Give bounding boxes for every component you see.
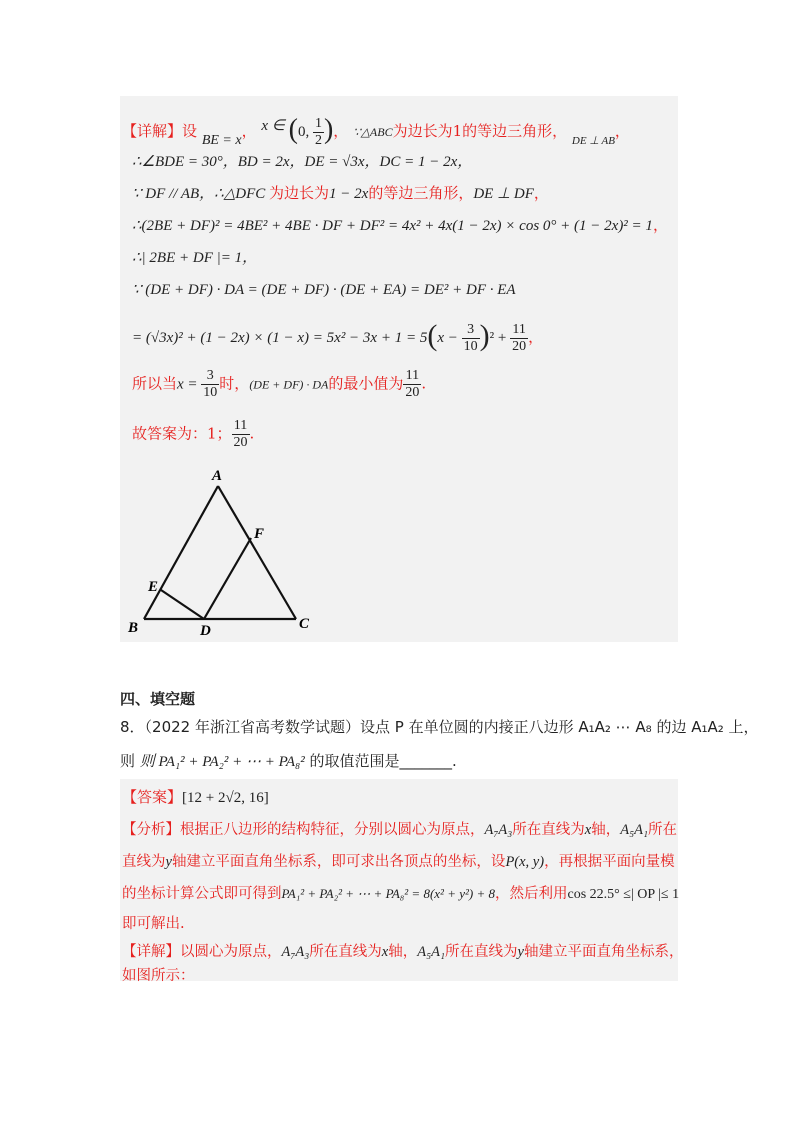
sol7-line-1: 【详解】设 BE = x， x ∈ (0, $\frac{1}{2}$ )， ∵△ABC为边长为1的等边三角形， $_{DE \perp AB}$， — [122, 114, 630, 148]
sol7-line-6: ∵ (DE + DF) · DA = (DE + DF) · (DE + EA) = DE² + DF · EA — [132, 282, 516, 298]
sol7-line-7: = (√3x)² + (1 − 2x) × (1 − x) = 5x² − 3x + 1 = 5(x − $\frac{3}{10}$ )² + $\frac{11}{20}$ ， — [132, 319, 544, 354]
ans8-detail-1: 【详解】以圆心为原点，A₇A₃所在直线为x轴，A₅A₁所在直线为y轴建立平面直角坐标系， — [122, 944, 684, 960]
ans8-analysis-4: 即可解出. — [122, 916, 185, 932]
ans8-detail-2: 如图所示： — [122, 968, 195, 984]
label-a: A — [212, 468, 223, 484]
sol7-line-9: 故答案为：1； $\frac{11}{20}$ . — [132, 418, 255, 450]
sol7-line-2: ∴∠BDE = 30°，BD = 2x，DE = √3x，DC = 1 − 2x， — [132, 154, 473, 170]
question-8-line-2: 则 则 PA₁² + PA₂² + ⋯ + PA₈² 的取值范围是_______. — [120, 752, 457, 770]
label-f: F — [254, 526, 265, 542]
sol7-line-5: ∴| 2BE + DF |= 1， — [132, 250, 258, 266]
ans8-analysis-1: 【分析】根据正八边形的结构特征，分别以圆心为原点，A₇A₃所在直线为x轴，A₅A₁所在 — [122, 822, 678, 838]
triangle-figure — [120, 460, 320, 640]
label-d: D — [200, 623, 211, 639]
side-ac — [218, 486, 296, 619]
ans8-analysis-3: 的坐标计算公式即可得到PA₁² + PA₂² + ⋯ + PA₈² = 8(x² + y²) + 8，然后利用cos 22.5° ≤| OP |≤ 1 — [122, 886, 680, 902]
ans8-answer: 【答案】[12 + 2√2, 16] — [122, 788, 269, 806]
label-b: B — [128, 620, 139, 636]
sol7-line-3: ∵ DF // AB，∴△DFC 为边长为1 − 2x的等边三角形，DE ⊥ DF， — [132, 184, 549, 202]
side-ab — [144, 486, 218, 619]
section-heading: 四、填空题 — [120, 690, 196, 708]
ans8-analysis-2: 直线为y轴建立平面直角坐标系，即可求出各顶点的坐标，设P(x, y)，再根据平面向量模 — [122, 854, 675, 870]
segment-df — [204, 538, 251, 619]
label-c: C — [299, 616, 310, 632]
question-8-line-1: 8．（2022 年浙江省高考数学试题）设点 P 在单位圆的内接正八边形 A₁A₂ ⋯ A₈ 的边 A₁A₂ 上， — [120, 718, 759, 736]
label-e: E — [148, 579, 159, 595]
segment-de — [161, 590, 204, 619]
sol7-line-8: 所以当x = $\frac{3}{10}$ 时，(DE + DF) · DA的最小值为 $\frac{11}{20}$ . — [132, 368, 427, 400]
sol7-line-4: ∴(2BE + DF)² = 4BE² + 4BE · DF + DF² = 4x² + 4x(1 − 2x) × cos 0° + (1 − 2x)² = 1， — [132, 216, 668, 234]
